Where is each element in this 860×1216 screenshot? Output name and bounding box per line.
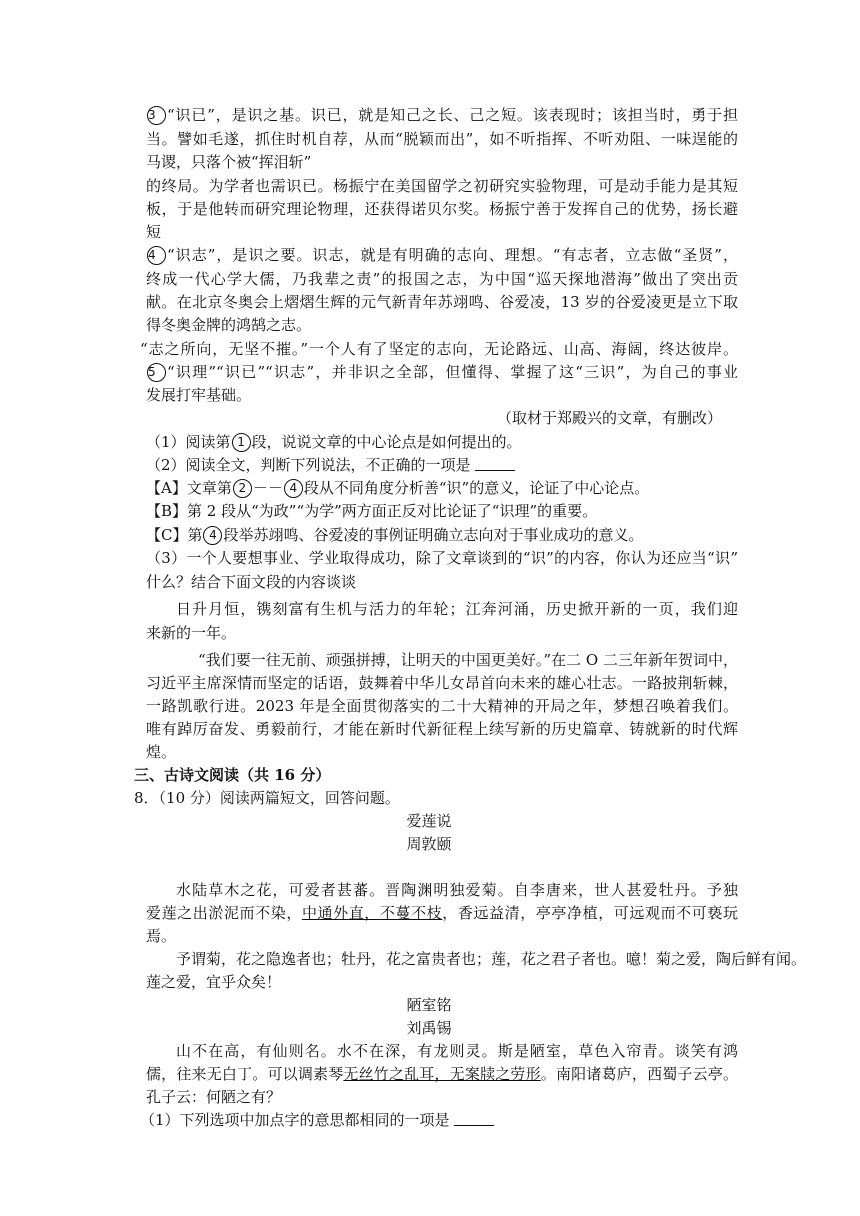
question-2: （2）阅读全文，判断下列说法，不正确的一项是 xyxy=(146,454,738,476)
para-3-line-3: 马谡，只落个被“挥泪斩” xyxy=(146,153,312,171)
para-5-line-1: 5 “识理”“识已”“识志”，并非识之全部，但懂得、掌握了这“三识”，为自己的事业 xyxy=(148,363,738,381)
question-8-1: （1）下列选项中加点字的意思都相同的一项是 xyxy=(140,1109,732,1131)
poem-1-author: 周敦颐 xyxy=(406,835,452,853)
passage-para-1-line-1: 日升月恒，镌刻富有生机与活力的年轮；江奔河涌，历史掀开新的一页，我们迎 xyxy=(176,600,738,618)
para-3-line-5: 板，于是他转而研究理论物理，还获得诺贝尔奖。杨振宁善于发挥自己的优势，扬长避 xyxy=(146,200,738,218)
para-3-line-6: 短 xyxy=(146,223,162,241)
poem-1-title: 爱莲说 xyxy=(406,812,452,830)
para-4-line-1: 4 “识志”，是识之要。识志，就是有明确的志向、理想。“有志者，立志做“圣贤”， xyxy=(148,246,738,264)
underlined-phrase: 无丝竹之乱耳，无案牍之劳形 xyxy=(343,1065,541,1083)
passage-para-2-line-1: “我们要一往无前、顽强拼搏，让明天的中国更美好。”在二 O 二三年新年贺词中， xyxy=(198,651,738,669)
circled-number-5: 5 xyxy=(147,363,166,382)
question-1: （1）阅读第 1 段，说说文章的中心论点是如何提出的。 xyxy=(146,433,522,451)
para-4-line-5: “志之所向，无坚不摧。”一个人有了坚定的志向，无论路远、山高、海阔，终达彼岸。 xyxy=(140,340,738,358)
answer-blank[interactable] xyxy=(454,1111,494,1126)
para-3-line-2: 当。譬如毛遂，抓住时机自荐，从而“脱颖而出”，如不听指挥、不听劝阻、一味逞能的 xyxy=(146,130,738,148)
para-5-line-2: 发展打牢基础。 xyxy=(146,386,252,404)
ailian-line-3: 焉。 xyxy=(146,927,177,945)
passage-para-2-line-2: 习近平主席深情而坚定的话语，鼓舞着中华儿女昂首向未来的雄心壮志。一路披荆斩棘， xyxy=(146,674,738,692)
question-3-line-1: （3）一个人要想事业、学业取得成功，除了文章谈到的“识”的内容，你认为还应当“识” xyxy=(146,549,738,567)
section-3-heading: 三、古诗文阅读（共 16 分） xyxy=(134,766,331,784)
option-c: 【C】第 4 段举苏翊鸣、谷爱凌的事例证明确立志向对于事业成功的意义。 xyxy=(146,526,644,544)
para-4-line-2: 终成一代心学大儒，乃我辈之责”的报国之志，为中国“巡天探地潜海”做出了突出贡 xyxy=(146,270,738,288)
circled-number-2: 2 xyxy=(233,479,252,498)
ailian-line-4: 予谓菊，花之隐逸者也；牡丹，花之富贵者也；莲，花之君子者也。噫！菊之爱，陶后鲜有闻。 xyxy=(176,950,807,968)
para-4-line-3: 献。在北京冬奥会上熠熠生辉的元气新青年苏翊鸣、谷爱凌，13 岁的谷爱凌更是立下取 xyxy=(146,293,738,311)
circled-number-4: 4 xyxy=(203,526,222,545)
poem-2-author: 刘禹锡 xyxy=(406,1019,452,1037)
option-a: 【A】文章第 2 －－ 4 段从不同角度分析善“识”的意义，论证了中心论点。 xyxy=(146,479,650,497)
ailian-line-2: 爱莲之出淤泥而不染，中通外直，不蔓不枝，香远益清，亭亭净植，可远观而不可亵玩 xyxy=(146,904,738,922)
passage-para-1-line-2: 来新的一年。 xyxy=(146,624,237,642)
loushiming-line-3: 孔子云：何陋之有？ xyxy=(146,1088,282,1106)
loushiming-line-2: 儒，往来无白丁。可以调素琴无丝竹之乱耳，无案牍之劳形。南阳诸葛庐，西蜀子云亭。 xyxy=(146,1065,738,1083)
source-note: （取材于郑殿兴的文章，有删改） xyxy=(496,409,722,427)
loushiming-line-1: 山不在高，有仙则名。水不在深，有龙则灵。斯是陋室，草色入帘青。谈笑有鸿 xyxy=(176,1042,738,1060)
passage-para-2-line-4: 唯有踔厉奋发、勇毅前行，才能在新时代新征程上续写新的历史篇章、铸就新的时代辉 xyxy=(146,720,738,738)
option-b: 【B】第 2 段从“为政”“为学”两方面正反对比论证了“识理”的重要。 xyxy=(146,502,598,520)
answer-blank[interactable] xyxy=(475,456,515,471)
para-4-line-4: 得冬奥金牌的鸿鹄之志。 xyxy=(146,316,312,334)
para-3-line-4: 的终局。为学者也需识已。杨振宁在美国留学之初研究实验物理，可是动手能力是其短 xyxy=(146,177,738,195)
ailian-line-1: 水陆草木之花，可爱者甚蕃。晋陶渊明独爱菊。自李唐来，世人甚爱牡丹。予独 xyxy=(176,881,738,899)
circled-number-1: 1 xyxy=(232,433,251,452)
passage-para-2-line-3: 一路凯歌行进。2023 年是全面贯彻落实的二十大精神的开局之年，梦想召唤着我们。 xyxy=(146,697,738,715)
question-8: 8．（10 分）阅读两篇短文，回答问题。 xyxy=(134,789,400,807)
para-3-line-1: 3 “识已”，是识之基。识已，就是知己之长、己之短。该表现时；该担当时，勇于担 xyxy=(148,106,738,124)
circled-number-3: 3 xyxy=(147,106,166,125)
ailian-line-5: 莲之爱，宜乎众矣！ xyxy=(146,973,282,991)
circled-number-4: 4 xyxy=(284,479,303,498)
circled-number-4: 4 xyxy=(147,246,166,265)
poem-2-title: 陋室铭 xyxy=(406,996,452,1014)
question-3-line-2: 什么？结合下面文段的内容谈谈 xyxy=(146,573,357,591)
passage-para-2-line-5: 煌。 xyxy=(146,743,177,761)
underlined-phrase: 中通外直，不蔓不枝 xyxy=(301,904,443,922)
